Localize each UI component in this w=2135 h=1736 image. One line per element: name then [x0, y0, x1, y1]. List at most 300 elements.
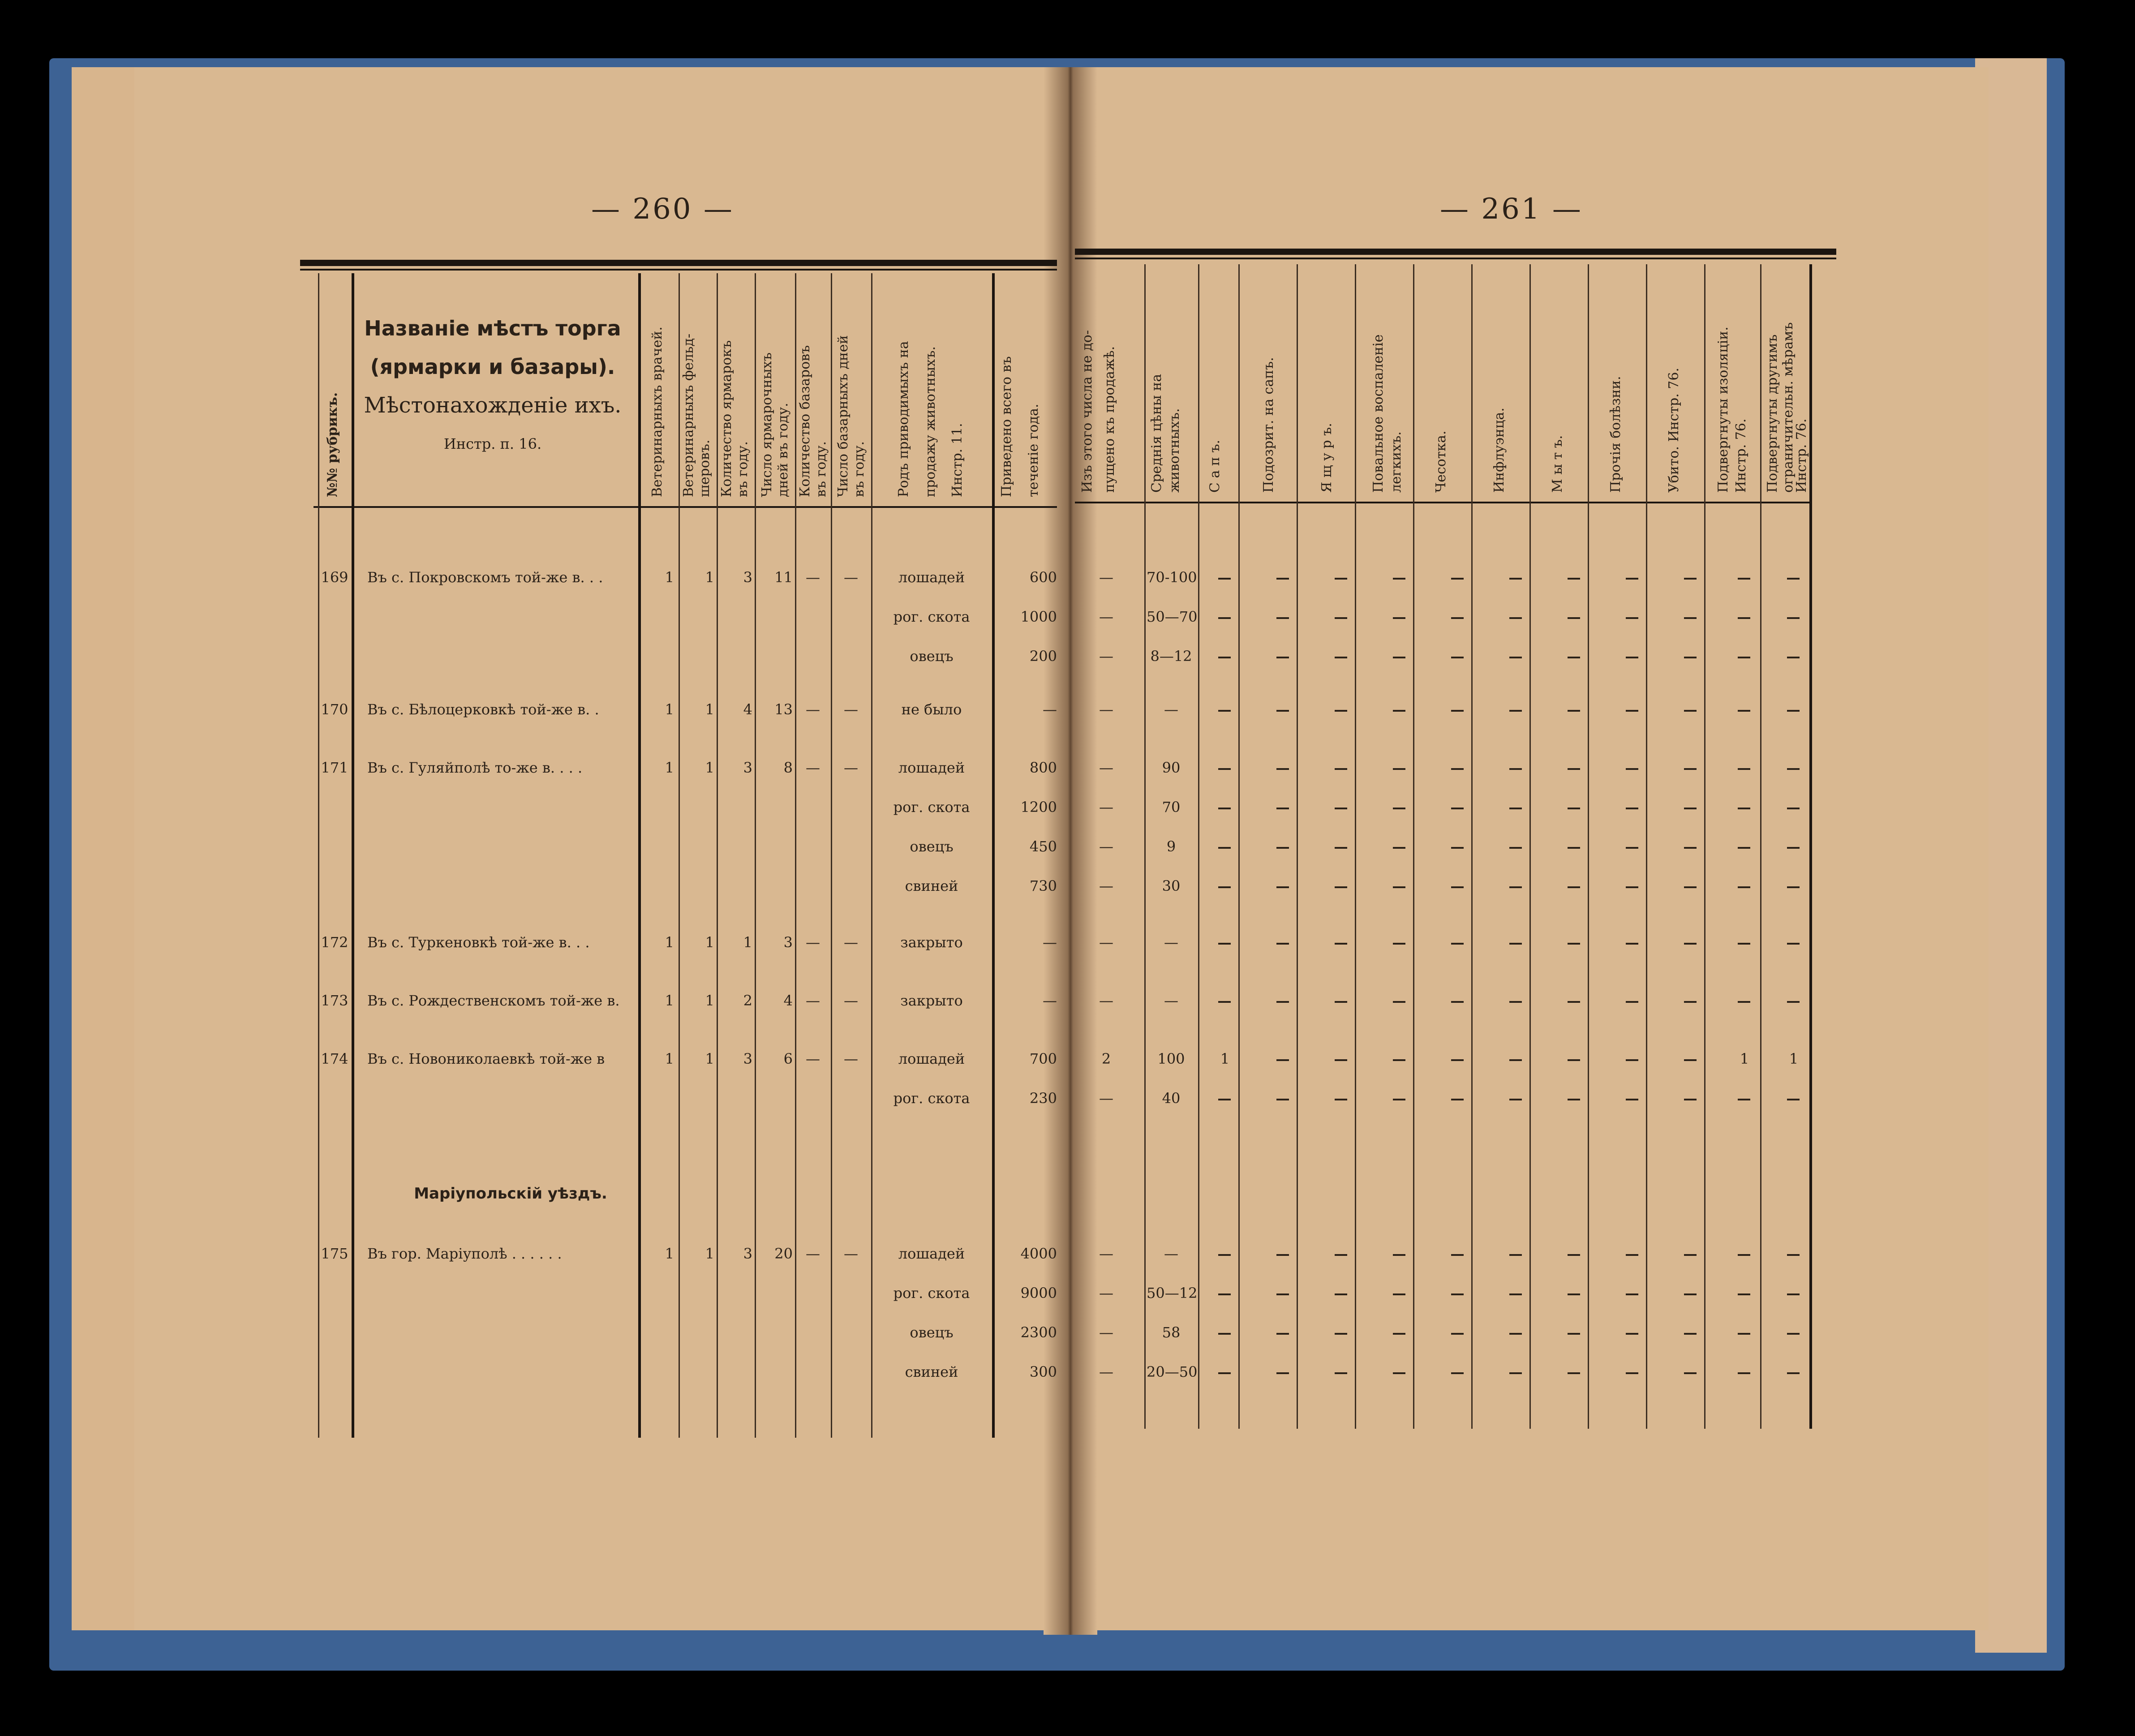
empty-dash — [1509, 578, 1522, 580]
empty-dash — [1626, 808, 1638, 809]
col-line — [1238, 264, 1240, 1429]
col-line — [1471, 264, 1473, 1429]
disease-value: 1 — [1789, 1050, 1799, 1067]
empty-dash — [1218, 768, 1231, 770]
rubric-number: 174 — [321, 1050, 348, 1067]
empty-dash — [1738, 657, 1750, 658]
avg-price: 50—70 — [1147, 608, 1198, 625]
col-line — [1529, 264, 1531, 1429]
not-admitted: — — [1099, 877, 1113, 894]
empty-dash — [1451, 1254, 1464, 1256]
empty-dash — [1393, 578, 1405, 580]
empty-dash — [1684, 808, 1697, 809]
empty-dash — [1451, 1059, 1464, 1061]
empty-dash — [1568, 1333, 1580, 1335]
empty-dash — [1684, 710, 1697, 712]
col-line — [1413, 264, 1414, 1429]
page-number-right: — 261 — — [1440, 193, 1583, 226]
empty-dash — [1276, 886, 1289, 888]
brought-total: 1000 — [1020, 608, 1057, 625]
vets-count: 1 — [665, 992, 674, 1009]
empty-dash — [1335, 1059, 1347, 1061]
empty-dash — [1684, 1372, 1697, 1374]
empty-dash — [1568, 943, 1580, 945]
empty-dash — [1509, 1059, 1522, 1061]
header-fairs-1: Количество ярмарокъ — [719, 340, 735, 497]
brought-total: 730 — [1029, 877, 1057, 894]
header-glanders: С а п ъ. — [1207, 439, 1223, 493]
not-admitted: — — [1099, 1285, 1113, 1302]
place-name: Въ с. Рождественскомъ той-же в. — [367, 992, 620, 1009]
empty-dash — [1626, 943, 1638, 945]
brought-total: — — [1043, 934, 1057, 951]
brought-total: 800 — [1029, 759, 1057, 776]
header-susp-glanders: Подозрит. на сапъ. — [1261, 357, 1276, 493]
empty-dash — [1276, 768, 1289, 770]
empty-dash — [1218, 1333, 1231, 1335]
empty-dash — [1684, 1001, 1697, 1003]
empty-dash — [1451, 1372, 1464, 1374]
header-pleuro-2: легкихъ. — [1388, 431, 1404, 493]
header-pleuro-1: Повальное воспаленіе — [1370, 334, 1386, 493]
feldshers-count: 1 — [705, 701, 714, 718]
empty-dash — [1218, 1254, 1231, 1256]
avg-price: — — [1164, 934, 1178, 951]
empty-dash — [1738, 1099, 1750, 1100]
empty-dash — [1509, 617, 1522, 619]
empty-dash — [1738, 1001, 1750, 1003]
avg-price: 50—12 — [1147, 1285, 1198, 1302]
fairs-count: 3 — [743, 1245, 752, 1262]
brought-total: 230 — [1029, 1090, 1057, 1107]
avg-price: 70-100 — [1147, 569, 1197, 586]
empty-dash — [1626, 1001, 1638, 1003]
header-place-name — [349, 309, 636, 463]
bazaars-count: — — [806, 1245, 820, 1262]
col-line — [1297, 264, 1298, 1429]
empty-dash — [1568, 1001, 1580, 1003]
fairs-count: 2 — [743, 992, 752, 1009]
disease-value: 1 — [1220, 1050, 1230, 1067]
empty-dash — [1787, 847, 1800, 849]
page-number-left: — 260 — — [591, 193, 734, 226]
not-admitted: 2 — [1101, 1050, 1111, 1067]
brought-total: 2300 — [1020, 1324, 1057, 1341]
rubric-number: 170 — [321, 701, 348, 718]
empty-dash — [1738, 617, 1750, 619]
empty-dash — [1335, 886, 1347, 888]
feldshers-count: 1 — [705, 759, 714, 776]
disease-value: 1 — [1740, 1050, 1749, 1067]
empty-dash — [1335, 847, 1347, 849]
empty-dash — [1568, 710, 1580, 712]
empty-dash — [1684, 657, 1697, 658]
avg-price: — — [1164, 992, 1178, 1009]
col-line — [992, 273, 995, 1438]
empty-dash — [1626, 1099, 1638, 1100]
header-other-diseases: Прочія болѣзни. — [1608, 376, 1624, 493]
empty-dash — [1787, 1099, 1800, 1100]
header-other-measures-1: Подвергнуты другимъ — [1765, 334, 1780, 493]
col-line — [717, 273, 718, 1438]
empty-dash — [1451, 1001, 1464, 1003]
not-admitted: — — [1099, 759, 1113, 776]
header-place-line2: (ярмарки и базары). — [370, 355, 615, 379]
empty-dash — [1276, 1059, 1289, 1061]
empty-dash — [1335, 1001, 1347, 1003]
empty-dash — [1568, 578, 1580, 580]
empty-dash — [1451, 578, 1464, 580]
empty-dash — [1335, 943, 1347, 945]
vets-count: 1 — [665, 1245, 674, 1262]
bazaars-count: — — [806, 701, 820, 718]
empty-dash — [1276, 1293, 1289, 1295]
animal-kind: свиней — [905, 877, 958, 894]
empty-dash — [1568, 808, 1580, 809]
empty-dash — [1509, 1254, 1522, 1256]
not-admitted: — — [1099, 1090, 1113, 1107]
empty-dash — [1626, 657, 1638, 658]
col-line — [1704, 264, 1705, 1429]
bazaars-count: — — [806, 992, 820, 1009]
col-line — [1355, 264, 1356, 1429]
empty-dash — [1393, 1372, 1405, 1374]
empty-dash — [1393, 1333, 1405, 1335]
header-feldshers-2: шеровъ. — [697, 439, 713, 497]
bazaar-days: — — [844, 1245, 858, 1262]
empty-dash — [1335, 1293, 1347, 1295]
bazaar-days: — — [844, 759, 858, 776]
animal-kind: лошадей — [898, 569, 965, 586]
col-line — [1144, 264, 1146, 1429]
empty-dash — [1626, 847, 1638, 849]
empty-dash — [1393, 886, 1405, 888]
empty-dash — [1787, 617, 1800, 619]
fairs-count: 3 — [743, 569, 752, 586]
empty-dash — [1393, 808, 1405, 809]
avg-price: 100 — [1157, 1050, 1185, 1067]
empty-dash — [1684, 1099, 1697, 1100]
empty-dash — [1335, 1333, 1347, 1335]
empty-dash — [1626, 1254, 1638, 1256]
empty-dash — [1218, 710, 1231, 712]
empty-dash — [1787, 1254, 1800, 1256]
empty-dash — [1335, 1099, 1347, 1100]
empty-dash — [1276, 617, 1289, 619]
empty-dash — [1218, 578, 1231, 580]
empty-dash — [1509, 943, 1522, 945]
rubric-number: 171 — [321, 759, 348, 776]
header-place-line3: Мѣстонахожденіе ихъ. — [364, 393, 622, 418]
col-line — [831, 273, 832, 1438]
empty-dash — [1568, 768, 1580, 770]
empty-dash — [1738, 578, 1750, 580]
avg-price: 9 — [1166, 838, 1176, 855]
empty-dash — [1335, 768, 1347, 770]
empty-dash — [1218, 943, 1231, 945]
feldshers-count: 1 — [705, 569, 714, 586]
fairs-count: 1 — [743, 934, 752, 951]
empty-dash — [1218, 1293, 1231, 1295]
empty-dash — [1738, 710, 1750, 712]
not-admitted: — — [1099, 992, 1113, 1009]
empty-dash — [1451, 1333, 1464, 1335]
empty-dash — [1393, 710, 1405, 712]
empty-dash — [1451, 1293, 1464, 1295]
empty-dash — [1451, 768, 1464, 770]
empty-dash — [1276, 710, 1289, 712]
header-other-measures-2: ограничительн. мѣрамъ — [1780, 322, 1796, 493]
empty-dash — [1335, 808, 1347, 809]
header-bottom-rule-right — [1075, 502, 1809, 503]
animal-kind: рог. скота — [893, 1285, 970, 1302]
avg-price: 8—12 — [1150, 648, 1192, 665]
header-brought-1: Приведено всего въ — [999, 356, 1014, 497]
empty-dash — [1335, 578, 1347, 580]
empty-dash — [1787, 1293, 1800, 1295]
fair-days: 4 — [783, 992, 793, 1009]
table-top-rule-left — [300, 260, 1057, 266]
header-animal-kind-2: продажу животныхъ. — [923, 346, 938, 497]
feldshers-count: 1 — [705, 992, 714, 1009]
fair-days: 13 — [774, 701, 793, 718]
empty-dash — [1568, 847, 1580, 849]
empty-dash — [1335, 617, 1347, 619]
animal-kind: рог. скота — [893, 608, 970, 625]
brought-total: 300 — [1029, 1363, 1057, 1380]
brought-total: 4000 — [1020, 1245, 1057, 1262]
header-place-line1: Названіе мѣстъ торга — [364, 316, 621, 340]
empty-dash — [1393, 657, 1405, 658]
header-fair-days-1: Число ярмарочныхъ — [759, 352, 775, 497]
empty-dash — [1568, 657, 1580, 658]
avg-price: 20—50 — [1147, 1363, 1198, 1380]
empty-dash — [1626, 1293, 1638, 1295]
place-name: Въ с. Бѣлоцерковкѣ той-же в. . — [367, 701, 599, 718]
empty-dash — [1568, 1059, 1580, 1061]
brought-total: 9000 — [1020, 1285, 1057, 1302]
animal-kind: овецъ — [910, 648, 954, 665]
header-bazaar-days-2: въ году. — [851, 441, 867, 497]
empty-dash — [1509, 657, 1522, 658]
header-place-line4: Инстр. п. 16. — [443, 435, 542, 452]
bazaars-count: — — [806, 759, 820, 776]
empty-dash — [1218, 1099, 1231, 1100]
header-not-admitted-1: Изъ этого числа не до- — [1079, 330, 1095, 493]
header-bazaars-1: Количество базаровъ — [797, 345, 813, 497]
empty-dash — [1626, 617, 1638, 619]
empty-dash — [1276, 847, 1289, 849]
avg-price: 40 — [1162, 1090, 1181, 1107]
bazaars-count: — — [806, 934, 820, 951]
empty-dash — [1684, 1059, 1697, 1061]
col-line — [1198, 264, 1199, 1429]
vets-count: 1 — [665, 1050, 674, 1067]
empty-dash — [1787, 1333, 1800, 1335]
animal-kind: лошадей — [898, 1050, 965, 1067]
avg-price: 58 — [1162, 1324, 1181, 1341]
empty-dash — [1335, 1254, 1347, 1256]
fair-days: 8 — [783, 759, 793, 776]
empty-dash — [1626, 1372, 1638, 1374]
table-top-rule-right — [1075, 249, 1836, 255]
empty-dash — [1509, 1372, 1522, 1374]
empty-dash — [1738, 768, 1750, 770]
feldshers-count: 1 — [705, 934, 714, 951]
header-fair-days-2: дней въ году. — [775, 403, 791, 497]
empty-dash — [1451, 808, 1464, 809]
fairs-count: 4 — [743, 701, 752, 718]
empty-dash — [1684, 847, 1697, 849]
fairs-count: 3 — [743, 1050, 752, 1067]
brought-total: 600 — [1029, 569, 1057, 586]
empty-dash — [1738, 808, 1750, 809]
empty-dash — [1787, 657, 1800, 658]
feldshers-count: 1 — [705, 1050, 714, 1067]
avg-price: — — [1164, 1245, 1178, 1262]
empty-dash — [1738, 1293, 1750, 1295]
empty-dash — [1393, 943, 1405, 945]
empty-dash — [1684, 943, 1697, 945]
empty-dash — [1218, 1001, 1231, 1003]
not-admitted: — — [1099, 1245, 1113, 1262]
empty-dash — [1276, 578, 1289, 580]
header-fairs-2: въ году. — [735, 441, 751, 497]
feldshers-count: 1 — [705, 1245, 714, 1262]
header-bazaars-2: въ году. — [813, 441, 829, 497]
empty-dash — [1509, 1001, 1522, 1003]
empty-dash — [1451, 710, 1464, 712]
empty-dash — [1787, 1372, 1800, 1374]
brought-total: 700 — [1029, 1050, 1057, 1067]
empty-dash — [1509, 847, 1522, 849]
header-animal-kind-3: Инстр. 11. — [949, 423, 965, 497]
not-admitted: — — [1099, 799, 1113, 816]
empty-dash — [1218, 847, 1231, 849]
empty-dash — [1451, 886, 1464, 888]
empty-dash — [1276, 1001, 1289, 1003]
empty-dash — [1335, 657, 1347, 658]
empty-dash — [1276, 808, 1289, 809]
empty-dash — [1568, 617, 1580, 619]
empty-dash — [1451, 657, 1464, 658]
fair-days: 11 — [774, 569, 793, 586]
not-admitted: — — [1099, 838, 1113, 855]
empty-dash — [1568, 886, 1580, 888]
fair-days: 20 — [774, 1245, 793, 1262]
empty-dash — [1218, 657, 1231, 658]
avg-price: 70 — [1162, 799, 1181, 816]
col-line — [1588, 264, 1589, 1429]
avg-price: 90 — [1162, 759, 1181, 776]
vets-count: 1 — [665, 701, 674, 718]
empty-dash — [1568, 1099, 1580, 1100]
empty-dash — [1626, 710, 1638, 712]
empty-dash — [1509, 1099, 1522, 1100]
animal-kind: свиней — [905, 1363, 958, 1380]
empty-dash — [1276, 1099, 1289, 1100]
fair-days: 3 — [783, 934, 793, 951]
animal-kind: рог. скота — [893, 1090, 970, 1107]
header-not-admitted-2: пущено къ продажѣ. — [1102, 346, 1117, 493]
not-admitted: — — [1099, 1324, 1113, 1341]
fair-days: 6 — [783, 1050, 793, 1067]
empty-dash — [1787, 710, 1800, 712]
empty-dash — [1509, 1293, 1522, 1295]
empty-dash — [1787, 1001, 1800, 1003]
empty-dash — [1335, 1372, 1347, 1374]
col-line — [795, 273, 796, 1438]
header-isolated-2: Инстр. 76. — [1733, 418, 1749, 493]
empty-dash — [1509, 710, 1522, 712]
empty-dash — [1509, 1333, 1522, 1335]
district-heading: Маріупольскій уѣздъ. — [414, 1185, 607, 1203]
animal-kind: овецъ — [910, 1324, 954, 1341]
empty-dash — [1684, 578, 1697, 580]
empty-dash — [1787, 808, 1800, 809]
not-admitted: — — [1099, 648, 1113, 665]
bazaar-days: — — [844, 701, 858, 718]
empty-dash — [1451, 943, 1464, 945]
rubric-number: 173 — [321, 992, 348, 1009]
header-other-measures-3: Инстр. 76. — [1794, 418, 1809, 493]
empty-dash — [1393, 1293, 1405, 1295]
empty-dash — [1626, 768, 1638, 770]
empty-dash — [1509, 808, 1522, 809]
empty-dash — [1509, 886, 1522, 888]
avg-price: — — [1164, 701, 1178, 718]
empty-dash — [1626, 1333, 1638, 1335]
empty-dash — [1276, 1254, 1289, 1256]
empty-dash — [1568, 1254, 1580, 1256]
empty-dash — [1684, 886, 1697, 888]
animal-kind: закрыто — [900, 992, 963, 1009]
empty-dash — [1393, 847, 1405, 849]
empty-dash — [1393, 617, 1405, 619]
not-admitted: — — [1099, 1363, 1113, 1380]
empty-dash — [1218, 886, 1231, 888]
empty-dash — [1451, 847, 1464, 849]
brought-total: 1200 — [1020, 799, 1057, 816]
empty-dash — [1684, 1254, 1697, 1256]
empty-dash — [1684, 768, 1697, 770]
empty-dash — [1626, 1059, 1638, 1061]
empty-dash — [1738, 943, 1750, 945]
animal-kind: рог. скота — [893, 799, 970, 816]
empty-dash — [1393, 1001, 1405, 1003]
col-line — [1646, 264, 1647, 1429]
bazaar-days: — — [844, 934, 858, 951]
vets-count: 1 — [665, 934, 674, 951]
brought-total: — — [1043, 992, 1057, 1009]
header-vets: Ветеринарныхъ врачей. — [649, 327, 665, 497]
empty-dash — [1684, 1333, 1697, 1335]
empty-dash — [1684, 617, 1697, 619]
not-admitted: — — [1099, 608, 1113, 625]
header-strangles: М ы т ъ. — [1550, 435, 1565, 493]
col-line — [755, 273, 756, 1438]
header-fmd: Я щ у р ъ. — [1319, 423, 1335, 493]
animal-kind: лошадей — [898, 1245, 965, 1262]
col-line — [638, 273, 641, 1438]
empty-dash — [1218, 1372, 1231, 1374]
empty-dash — [1276, 1372, 1289, 1374]
brought-total: 200 — [1029, 648, 1057, 665]
header-animal-kind-1: Родъ приводимыхъ на — [896, 341, 911, 497]
empty-dash — [1218, 617, 1231, 619]
empty-dash — [1393, 1099, 1405, 1100]
table-top-thin-rule-right — [1075, 258, 1836, 259]
